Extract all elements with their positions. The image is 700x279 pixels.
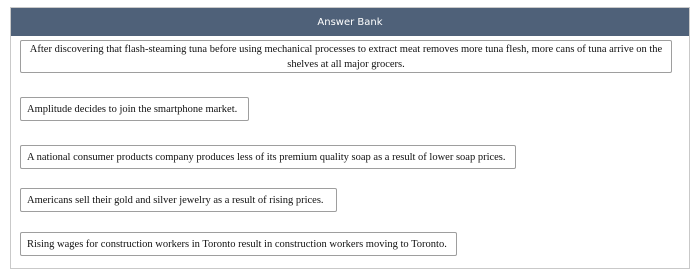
answer-card[interactable] [20, 40, 672, 73]
answer-bank-header [11, 8, 689, 36]
answer-card[interactable] [20, 188, 337, 212]
answer-card-text: Rising wages for construction workers in Toronto result in construction workers moving to Toronto. [27, 239, 447, 250]
answer-bank-title: Answer Bank [317, 16, 383, 28]
answer-card-text: Amplitude decides to join the smartphone market. [27, 104, 238, 115]
answer-card[interactable] [20, 145, 516, 169]
answer-card-text: After discovering that flash-steaming tuna before using mechanical processes to extract meat removes more tuna flesh, more cans of tuna arrive on the shelves at all major grocers. [29, 44, 663, 70]
answer-card[interactable] [20, 97, 249, 121]
answer-card-text: A national consumer products company produces less of its premium quality soap as a result of lower soap prices. [27, 152, 506, 163]
answer-card-text: Americans sell their gold and silver jewelry as a result of rising prices. [27, 195, 324, 206]
answer-card[interactable] [20, 232, 457, 256]
